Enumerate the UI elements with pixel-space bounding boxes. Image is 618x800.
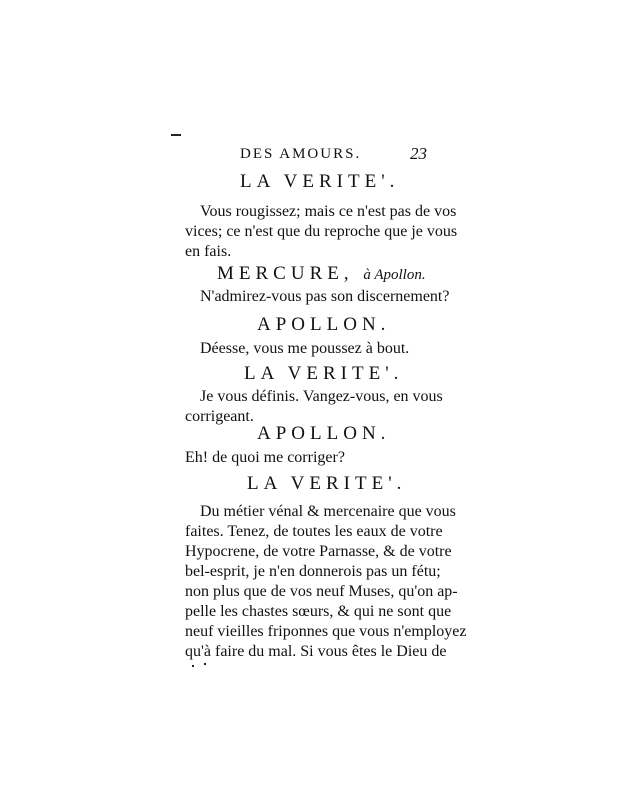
speaker-name: MERCURE, (217, 263, 354, 284)
speaker-heading: LA VERITE'. (244, 363, 404, 384)
running-title: DES AMOURS. (240, 146, 362, 162)
dialogue-line: Je vous définis. Vangez-vous, en vous (200, 388, 443, 405)
speaker-heading: APOLLON. (257, 314, 391, 335)
dialogue-line: neuf vieilles friponnes que vous n'employez (185, 623, 467, 640)
margin-mark (171, 134, 181, 136)
print-speck (192, 665, 194, 667)
dialogue-line: faites. Tenez, de toutes les eaux de votre (185, 523, 443, 540)
dialogue-line: Du métier vénal & mercenaire que vous (200, 503, 456, 520)
dialogue-line: non plus que de vos neuf Muses, qu'on ap- (185, 583, 458, 600)
speaker-heading: APOLLON. (257, 423, 391, 444)
dialogue-line: N'admirez-vous pas son discernement? (200, 288, 450, 305)
dialogue-line: pelle les chastes sœurs, & qui ne sont que (185, 603, 452, 620)
dialogue-line: qu'à faire du mal. Si vous êtes le Dieu de (185, 643, 447, 660)
speaker-heading: LA VERITE'. (247, 473, 407, 494)
dialogue-line: Eh! de quoi me corriger? (185, 449, 345, 466)
dialogue-line: en fais. (185, 243, 232, 260)
page-header (240, 146, 470, 168)
print-speck (204, 663, 206, 665)
speaker-address: à Apollon. (363, 267, 426, 283)
dialogue-line: Hypocrene, de votre Parnasse, & de votre (185, 543, 452, 560)
page-number: 23 (410, 144, 427, 163)
dialogue-line: corrigeant. (185, 408, 254, 425)
speaker-heading (217, 263, 426, 285)
dialogue-line: bel-esprit, je n'en donnerois pas un fétu; (185, 563, 441, 580)
dialogue-line: Vous rougissez; mais ce n'est pas de vos (200, 203, 457, 220)
dialogue-line: Déesse, vous me poussez à bout. (200, 340, 410, 357)
dialogue-line: vices; ce n'est que du reproche que je vous (185, 223, 458, 240)
speaker-heading: LA VERITE'. (240, 171, 400, 192)
